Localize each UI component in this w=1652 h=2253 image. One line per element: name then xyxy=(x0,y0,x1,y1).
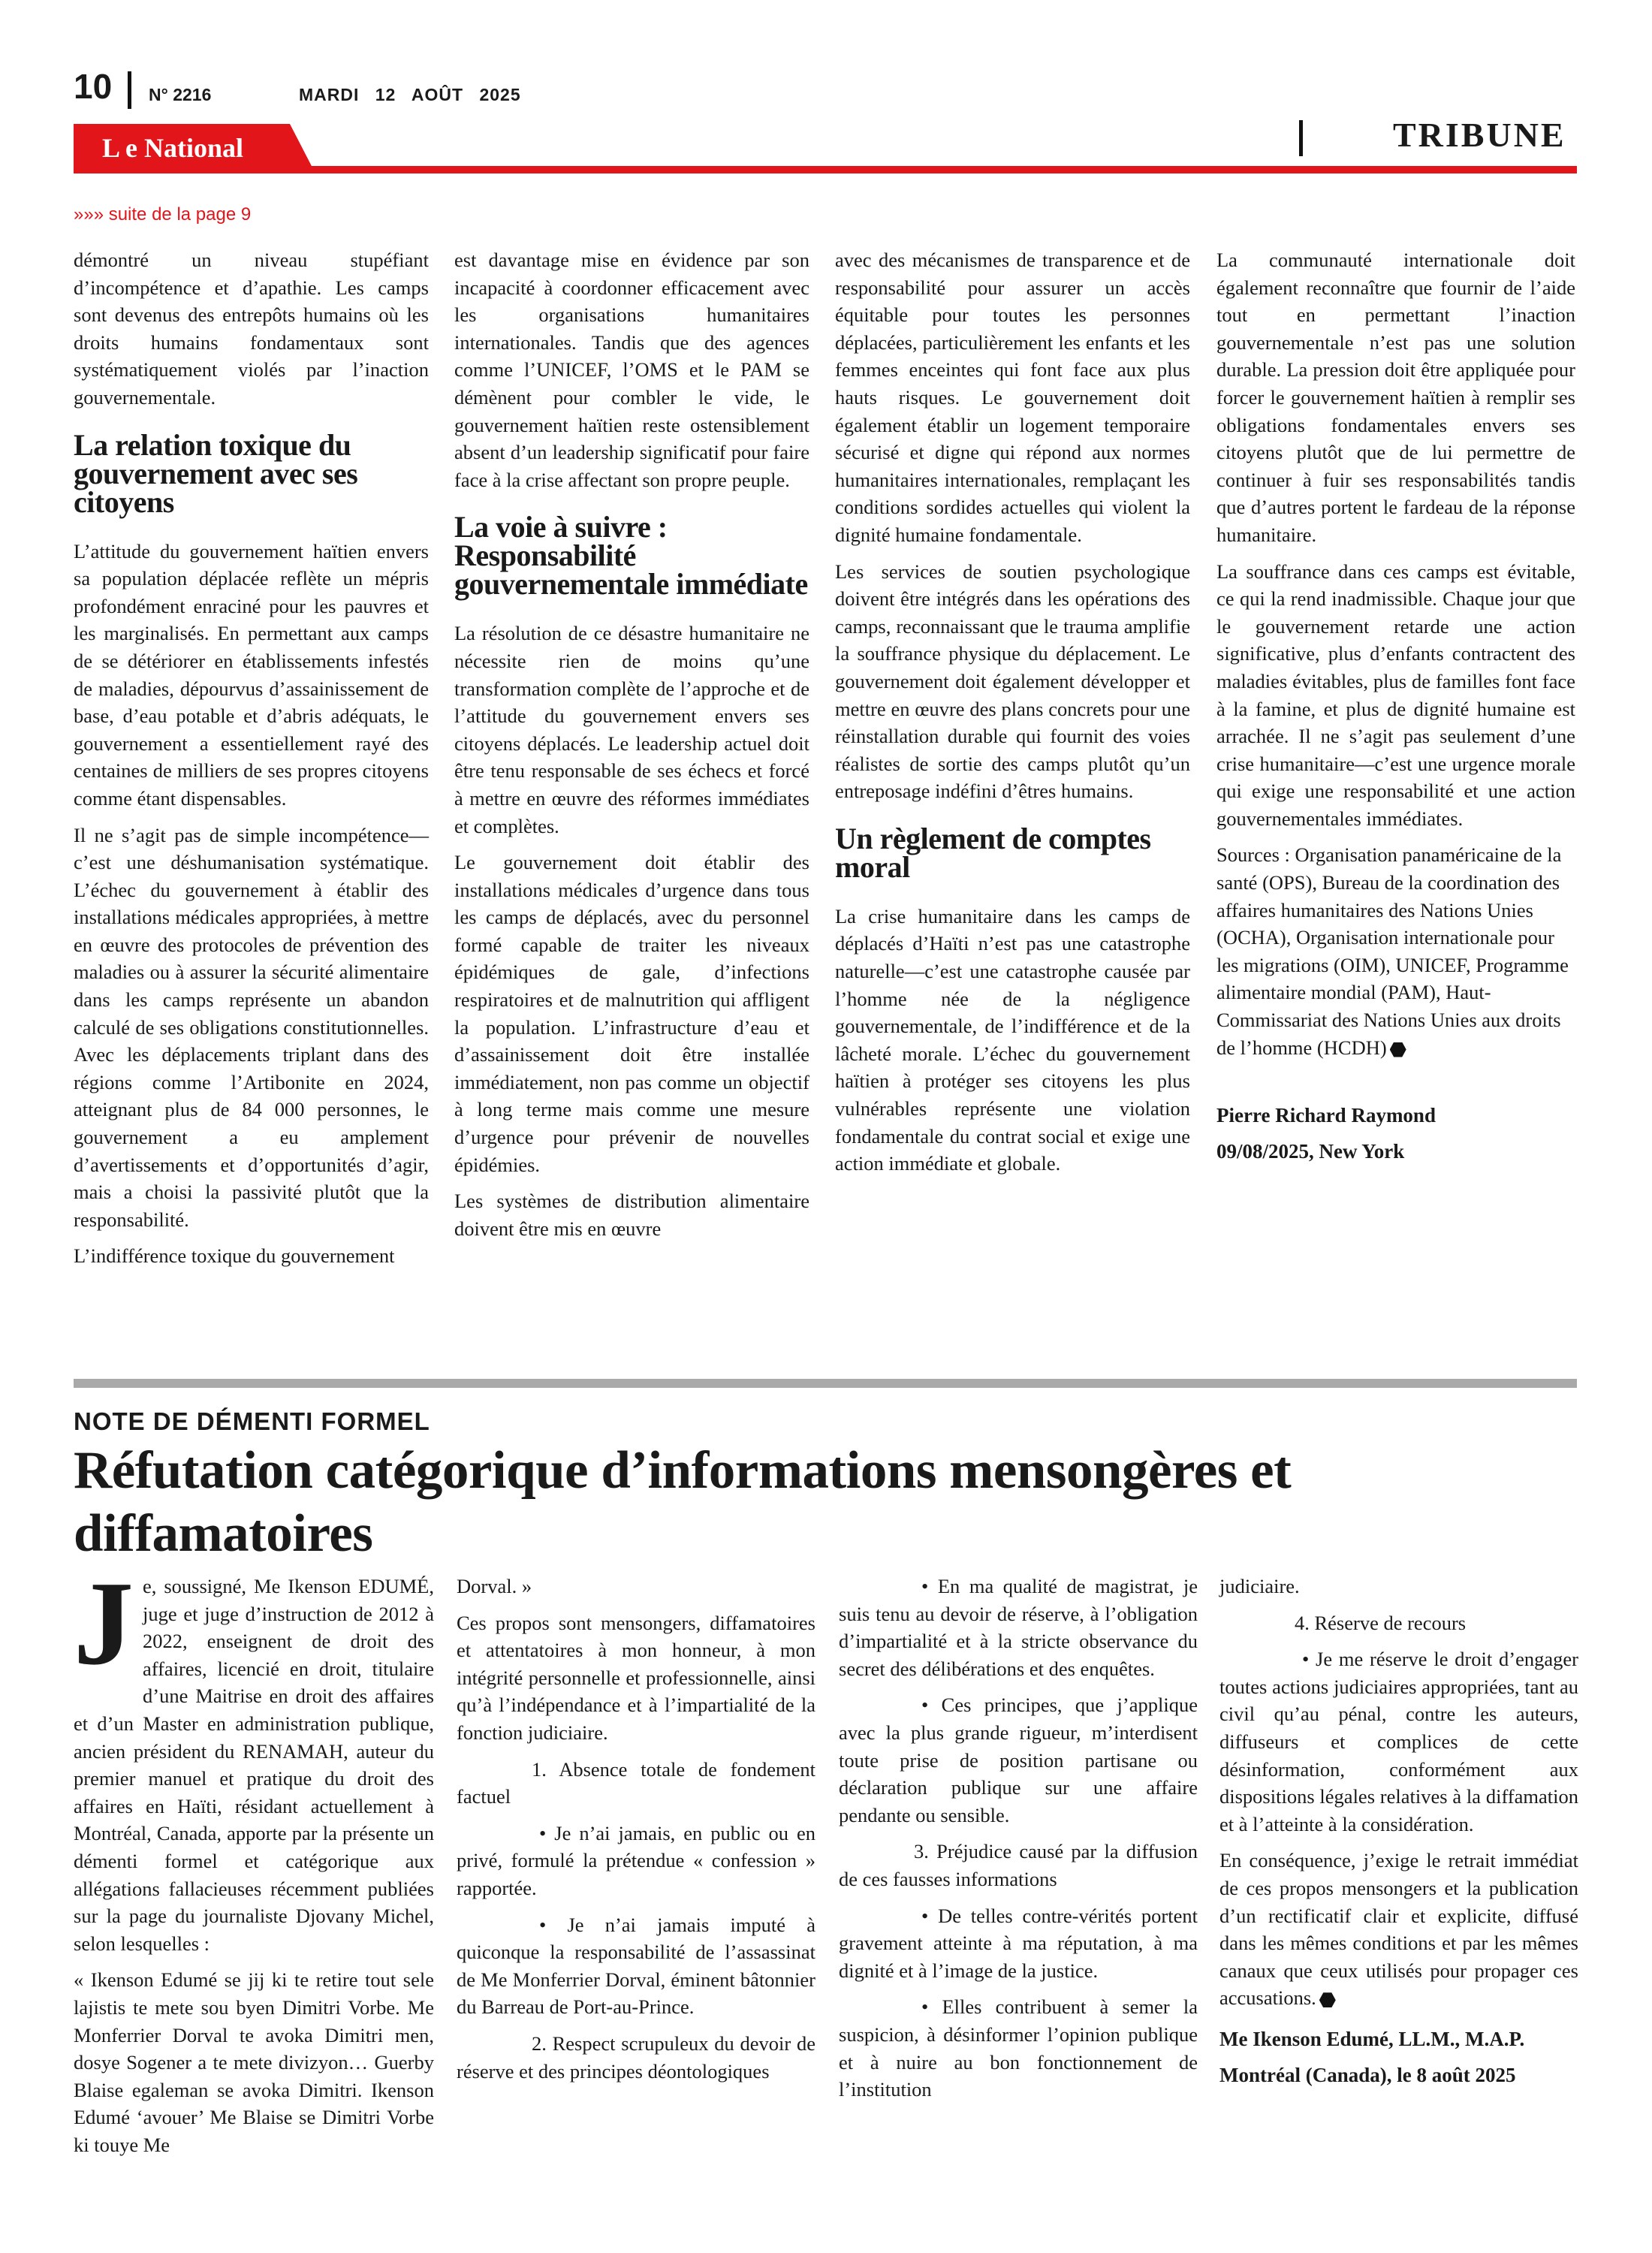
subheading: La relation toxique du gouvernement avec ses citoyens xyxy=(74,427,358,519)
header-divider xyxy=(128,71,131,109)
paragraph: Dorval. » xyxy=(457,1575,532,1597)
article2-column-3 xyxy=(839,1573,1198,2113)
numbered-heading: 3. Préjudice causé par la diffusion de ces fausses informations xyxy=(839,1840,1198,1890)
paragraph: La souffrance dans ces camps est évitable, ce qui la rend inadmissible. Chaque jour que le gouvernement retarde une action significative, plus d’enfants contractent des maladies évitables, plus de familles font face à la famine, et plus de dignité humaine est arrachée. Il ne s’agit pas seulement d’une crise humanitaire—c’est une urgence morale qui exige une responsabilité et une action gouvernementales immédiates. xyxy=(1216,559,1575,830)
intro-paragraph xyxy=(74,1556,434,1957)
section-title: TRIBUNE xyxy=(1393,116,1566,154)
quote-paragraph: « Ikenson Edumé se jij ki te retire tout sele lajistis te mete sou byen Dimitri Vorbe. Me Monferrier Dorval te avoka Dimitri men, dosye Sogener a te mete divizyon… Guerby Blaise egaleman se avoka Dimitri. Ikenson Edumé ‘avouer’ Me Blaise se Dimitri Vorbe ki touye Me xyxy=(74,1968,434,2156)
numbered-heading: 2. Respect scrupuleux du devoir de réserve et des principes déontologiques xyxy=(457,2031,815,2083)
paragraph: avec des mécanismes de transparence et de responsabilité pour assurer un accès équitable pour toutes les personnes déplacées, particulièrement les enfants et les femmes enceintes qui font face aux plus hauts risques. Le gouvernement doit également établir un logement temporaire sécurisé et digne qui répond aux normes humanitaires internationales, remplaçant les conditions sordides actuelles qui violent la dignité humaine fondamentale. xyxy=(835,249,1190,546)
author-name: Pierre Richard Raymond xyxy=(1216,1104,1436,1127)
bullet-item: • Je me réserve le droit d’engager toutes actions judiciaires appropriées, tant au civil qu’au pénal, contre les auteurs, diffuseurs et complices de cette désinformation, conformément aux dispositions légales relatives à la diffamation et à l’atteinte à la considération. xyxy=(1219,1648,1578,1835)
end-mark-icon xyxy=(1390,1042,1406,1057)
paragraph: L’attitude du gouvernement haïtien envers sa population déplacée reflète un mépris profondément enraciné pour les pauvres et les marginalisés. En permettant aux camps de se détériorer en établissements infestés de maladies, dépourvus d’assainissement de base, d’eau potable et d’abris adéquats, le gouvernement a essentiellement rayé des centaines de milliers de ses propres citoyens comme étant dispensables. xyxy=(74,539,429,810)
page-number: 10 xyxy=(74,67,113,106)
bullet-item: • Elles contribuent à semer la suspicion, à désinformer l’opinion publique et à nuire au bon fonctionnement de l’institution xyxy=(839,1995,1198,2101)
bullet-item: • En ma qualité de magistrat, je suis tenu au devoir de réserve, à l’obligation d’impartialité et à la stricte observance du secret des délibérations et des enquêtes. xyxy=(839,1575,1198,1680)
bullet-item: • Je n’ai jamais imputé à quiconque la responsabilité de l’assassinat de Me Monferrier Dorval, éminent bâtonnier du Barreau de Port-au-Prince. xyxy=(457,1913,815,2019)
article-separator xyxy=(74,1379,1577,1388)
section-divider xyxy=(1299,120,1303,156)
article2-kicker: NOTE DE DÉMENTI FORMEL xyxy=(74,1407,430,1435)
paragraph: Ces propos sont mensongers, diffamatoires et attentatoires à mon honneur, à mon intégrité personnelle et professionnelle, ainsi qu’à l’indépendance et à l’impartialité de la fonction judiciaire. xyxy=(457,1611,815,1744)
continued-from-link[interactable]: »»» suite de la page 9 xyxy=(74,204,252,225)
brand-logo: L e National xyxy=(102,133,244,163)
author-name: Me Ikenson Edumé, LL.M., M.A.P. xyxy=(1219,2027,1525,2050)
subheading: La voie à suivre : Responsabilité gouvernementale immédiate xyxy=(454,510,808,602)
end-mark-icon xyxy=(1319,1992,1336,2007)
drop-cap: J xyxy=(74,1556,134,1690)
bullet-item: • Ces principes, que j’applique avec la plus grande rigueur, m’interdisent toute prise de position partisane ou déclaration publique sur une affaire pendante ou sensible. xyxy=(839,1694,1198,1826)
numbered-heading: 1. Absence totale de fondement factuel xyxy=(457,1757,815,1808)
paragraph: La crise humanitaire dans les camps de déplacés d’Haïti n’est pas une catastrophe naturelle—c’est une catastrophe causée par l’homme née de la négligence gouvernementale, de l’indifférence et de la lâcheté morale. L’échec du gouvernement haïtien à protéger ses citoyens les plus vulnérables représente une violation fondamentale du contrat social et exige une action immédiate et globale. xyxy=(835,904,1190,1175)
paragraph: est davantage mise en évidence par son incapacité à coordonner efficacement avec les organisations humanitaires internationales. Tandis que des agences comme l’UNICEF, l’OMS et le PAM se démènent pour combler le vide, le gouvernement haïtien reste ostensiblement absent d’un leadership significatif pour faire face à la crise affectant son propre peuple. xyxy=(454,249,809,491)
issue-date: MARDI 12 AOÛT 2025 xyxy=(299,85,521,104)
article2-column-1 xyxy=(74,1556,434,2167)
article1-column-1 xyxy=(74,246,429,1279)
article2-column-4 xyxy=(1219,1573,1578,2093)
subheading: Un règlement de comptes moral xyxy=(835,821,1151,884)
article1-column-3 xyxy=(835,246,1190,1187)
article2-column-2 xyxy=(457,1573,815,2094)
article1-column-2 xyxy=(454,246,809,1251)
article1-column-4 xyxy=(1216,246,1575,1169)
paragraph: Le gouvernement doit établir des installations médicales d’urgence dans tous les camps de déplacés, avec du personnel formé capable de traiter les niveaux épidémiques de gale, d’infections respiratoires et de malnutrition qui affligent la population. L’infrastructure d’eau et d’assainissement doit être installée immédiatement, non pas comme un objectif à long terme mais comme une mesure d’urgence pour prévenir de nouvelles épidémies. xyxy=(454,851,809,1176)
paragraph: judiciaire. xyxy=(1219,1575,1300,1597)
conclusion-paragraph xyxy=(1219,1847,1578,2012)
sources-text: Sources : Organisation panaméricaine de la santé (OPS), Bureau de la coordination des affaires humanitaires des Nations Unies (OCHA), Organisation internationale pour les migrations (OIM), UNICEF, Programme alimentaire mondial (PAM), Haut-Commissariat des Nations Unies aux droits de l’homme (HCDH) xyxy=(1216,843,1569,1059)
issue-number: N° 2216 xyxy=(149,85,212,104)
sources-paragraph xyxy=(1216,841,1575,1061)
paragraph: La communauté internationale doit également reconnaître que fournir de l’aide tout en permettant l’inaction gouvernementale n’est pas une solution durable. La pression doit être appliquée pour forcer le gouvernement haïtien à remplir ses obligations fondamentales envers ses citoyens plutôt que de lui permettre de continuer à fuir ses responsabilités tandis que d’autres portent le fardeau de la réponse humanitaire. xyxy=(1216,249,1575,546)
author-dateline: 09/08/2025, New York xyxy=(1216,1140,1405,1163)
paragraph: La résolution de ce désastre humanitaire ne nécessite rien de moins qu’une transformation complète de l’approche et de l’attitude du gouvernement envers ses citoyens déplacés. Le leadership actuel doit être tenu responsable de ses échecs et forcé à mettre en œuvre des réformes immédiates et complètes. xyxy=(454,622,809,837)
paragraph: démontré un niveau stupéfiant d’incompétence et d’apathie. Les camps sont devenus des entrepôts humains où les droits humains fondamentaux sont systématiquement violés par l’inaction gouvernementale. xyxy=(74,249,429,409)
paragraph: Il ne s’agit pas de simple incompétence—c’est une déshumanisation systématique. L’échec du gouvernement à établir des installations médicales appropriées, à mettre en œuvre des protocoles de prévention des maladies ou à assurer la sécurité alimentaire dans les camps représente un abandon calculé de ses obligations constitutionnelles. Avec les déplacements triplant dans des régions comme l’Artibonite en 2024, atteignant plus de 84 000 personnes, le gouvernement a eu amplement d’avertissements et d’opportunités d’agir, mais a choisi la passivité plutôt que la responsabilité. xyxy=(74,823,429,1231)
conclusion-text: En conséquence, j’exige le retrait immédiat de ces propos mensongers et la publication d’un rectificatif clair et explicite, diffusé dans les mêmes conditions et par les mêmes canaux que ceux utilisés pour propager ces accusations. xyxy=(1219,1849,1578,2010)
intro-text: e, soussigné, Me Ikenson EDUMÉ, juge et juge d’instruction de 2012 à 2022, enseignent de droit des affaires, licencié en droit, titulaire d’une Maitrise en droit des affaires et d’un Master en administration publique, ancien président du RENAMAH, auteur du premier manuel et pratique du droit des affaires en Haïti, résidant actuellement à Montréal, Canada, apporte par la présente un démenti formel et catégorique aux allégations fallacieuses récemment publiées sur la page du journaliste Djovany Michel, selon lesquelles : xyxy=(74,1575,434,1955)
author-dateline: Montréal (Canada), le 8 août 2025 xyxy=(1219,2063,1516,2086)
numbered-heading: 4. Réserve de recours xyxy=(1295,1611,1467,1634)
bullet-item: • Je n’ai jamais, en public ou en privé, formulé la prétendue « confession » rapportée. xyxy=(457,1821,815,1899)
paragraph: L’indifférence toxique du gouvernement xyxy=(74,1244,395,1268)
article2-headline: Réfutation catégorique d’informations mensongères et diffamatoires xyxy=(74,1441,1292,1563)
paragraph: Les services de soutien psychologique doivent être intégrés dans les opérations des camps, reconnaissant que le trauma amplifie la souffrance physique du déplacement. Le gouvernement doit également développer et mettre en œuvre des plans concrets pour une réinstallation durable qui fournit des voies réalistes de sortie des camps plutôt qu’un entreposage indéfini d’êtres humains. xyxy=(835,559,1190,803)
header-rule xyxy=(74,166,1577,173)
paragraph: Les systèmes de distribution alimentaire doivent être mis en œuvre xyxy=(454,1190,809,1240)
bullet-item: • De telles contre-vérités portent gravement atteinte à ma réputation, à ma dignité et à l’image de la justice. xyxy=(839,1904,1198,1982)
